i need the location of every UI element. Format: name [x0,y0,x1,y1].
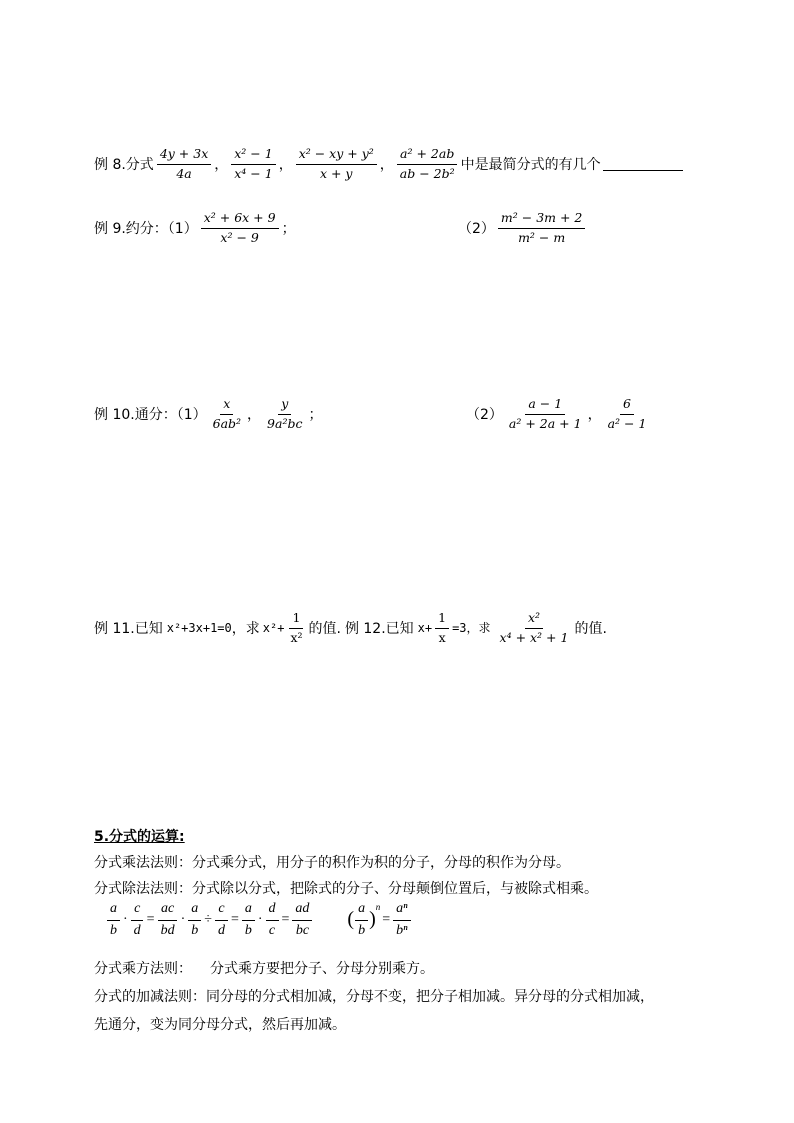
fraction: $\frac{x}{\text{6ab²}}$ [212,396,242,431]
example-9-part-2: （2） $\frac{\text{m² − 3m + 2}}{\text{m² − m}}$ [458,210,588,245]
example-11-label: 例 11.已知 [94,620,163,637]
example-11-12: 例 11.已知 x²+3x+1=0 ，求 x²+ $\frac{1}{\text{x²}}$ 的值. 例 12.已知 x+ $\frac{1}{x}$ =3，求 $\frac{\text{x²}}{\text{x⁴ + x² + 1}}$ 的值. [94,610,607,645]
fraction: $\frac{1}{\text{x²}}$ [290,610,303,645]
example-10: 例 10.通分：（1） $\frac{x}{\text{6ab²}}$ ， $\frac{y}{\text{9a²bc}}$ ； [94,396,323,431]
fraction: $\frac{\text{a² + 2ab}}{\text{ab − 2b²}}$ [397,146,458,181]
example-9-label: 例 9.约分：（1） [94,220,198,237]
fraction: $\frac{\text{x² + 6x + 9}}{\text{x² − 9}}$ [201,210,279,245]
fraction: $\frac{4y + 3x}{4a}$ [157,146,211,181]
fraction: $\frac{a - 1}{\text{a² + 2a + 1}}$ [508,396,582,431]
rule-addition-line-2: 先通分，变为同分母分式，然后再加减。 [94,1017,346,1033]
operation-formulas: $\frac{a}{b}$ · $\frac{c}{d}$ = $\frac{ac}{bd}$ · $\frac{a}{b}$ ÷ $\frac{c}{d}$ = $\frac{a}{b}$ · $\frac{d}{c}$ = $\frac{ad}{bc}$ ( $\frac{a}{b}$ ) $^n$ = $\frac{\text{aⁿ}}{\text{bⁿ}}$ [106,900,412,939]
rule-addition-line-1: 分式的加减法则：同分母的分式相加减，分母不变，把分子相加减。异分母的分式相加减， [94,989,654,1005]
example-10-label: 例 10.通分：（1） [94,406,207,423]
example-12-label: 例 12.已知 [344,620,414,637]
example-8: 例 8.分式 $\frac{4y + 3x}{4a}$ ， $\frac{\text{x² − 1}}{\text{x⁴ − 1}}$ ， $\frac{\text{x² − xy + y²}}{x + y}$ ， $\frac{\text{a² + 2ab}}{\text{ab − 2b²}}$ 中是最简分式的有几个 [94,146,683,181]
fraction: $\frac{1}{x}$ [435,610,449,645]
example-10-part-2: （2） $\frac{a - 1}{\text{a² + 2a + 1}}$ ， $\frac{6}{\text{a² − 1}}$ [466,396,652,431]
fraction: $\frac{y}{\text{9a²bc}}$ [267,396,303,431]
fraction: $\frac{\text{x²}}{\text{x⁴ + x² + 1}}$ [499,610,569,645]
section-heading: 5.分式的运算: [94,829,185,845]
rule-power: 分式乘方法则： 分式乘方要把分子、分母分别乘方。 [94,961,434,977]
answer-blank[interactable] [603,156,683,171]
rule-division: 分式除法法则：分式除以分式，把除式的分子、分母颠倒位置后，与被除式相乘。 [94,881,598,897]
example-9: 例 9.约分：（1） $\frac{\text{x² + 6x + 9}}{\text{x² − 9}}$ ； [94,210,296,245]
fraction: $\frac{\text{m² − 3m + 2}}{\text{m² − m}}$ [498,210,585,245]
rule-multiplication: 分式乘法法则：分式乘分式，用分子的积作为积的分子，分母的积作为分母。 [94,855,570,871]
fraction: $\frac{\text{x² − 1}}{\text{x⁴ − 1}}$ [231,146,275,181]
example-8-question: 中是最简分式的有几个 [460,156,601,173]
example-8-label: 例 8.分式 [94,156,154,173]
fraction: $\frac{\text{x² − xy + y²}}{x + y}$ [296,146,377,181]
fraction: $\frac{6}{\text{a² − 1}}$ [607,396,647,431]
